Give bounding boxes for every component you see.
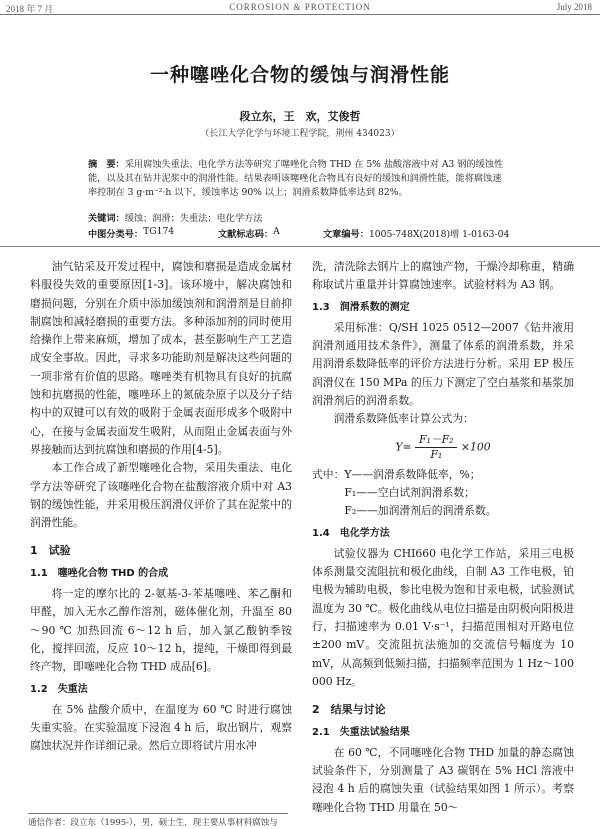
section-heading-1-2: 1.2 失重法 [30, 683, 88, 695]
section-heading-1-3: 1.3 润滑系数的测定 [312, 301, 410, 313]
formula-intro: 润滑系数降低率计算公式为： [333, 412, 474, 426]
cls-value: TG174 [143, 226, 175, 237]
left-column [30, 258, 292, 756]
lubrication-paragraph: 采用标准：Q/SH 1025 0512—2007《钻井液用润滑剂通用技术条件》，测量了体系的润滑系数，并采用润滑系数降低率的评价方法进行分析。采用 EP 极压润滑仪在 150 MPa 的压力下测定了空白基浆和基浆加润滑剂后的润滑系数。 [312, 320, 574, 408]
intro-paragraph-1: 油气钻采及开发过程中，腐蚀和磨损是造成金属材料服役失效的重要原因[1-3]。该环境中，解决腐蚀和磨损问题，分别在介质中添加缓蚀剂和润滑剂是目前抑制腐蚀和减轻磨损的重要方法。多种添加剂的同时使用给操作上带来麻烦，增加了成本，甚至影响生产工艺造成安全事故。因此，寻求多功能助剂是解决这些问题的一项非常有价值的思路。噻唑类有机物具有良好的抗腐蚀和抗磨损的性能，噻唑环上的氮硫杂原子以及分子结构中的双键可以有效的吸附于金属表面形成多个吸附中心，在接与金属表面发生吸附，从而阻止金属表面与外界接触而达到抗腐蚀和磨损的作用[4-5]。 [30, 260, 292, 456]
keywords-text: 缓蚀；润滑；失重法；电化学方法 [124, 213, 263, 224]
formula-lhs: Y= [395, 440, 412, 454]
electrochem-paragraph: 试验仪器为 CHI660 电化学工作站，采用三电极体系测量交流阻抗和极化曲线，自制 A3 工作电极，铂电极为辅助电极，参比电极为饱和甘汞电极，试验测试温度为 30 ℃。极化曲线从电位扫描是由阴极向阳极进行，扫描速率为 0.01 V·s⁻¹，扫描范围相对开路电位 ±200 mV。交流阻抗法施加的交流信号幅度为 10 mV，从高频到低频扫描，扫描频率范围为 1 Hz～100 000 Hz。 [312, 546, 574, 688]
formula-rhs: ×100 [460, 440, 491, 454]
doc-code-value: A [273, 226, 280, 237]
affiliation: （长江大学化学与环境工程学院，荆州 434023） [200, 129, 400, 139]
running-header [0, 0, 600, 15]
abstract-divider [0, 246, 600, 247]
abstract-text: 采用腐蚀失重法、电化学方法等研究了噻唑化合物 THD 在 5% 盐酸溶液中对 A3 钢的缓蚀性能，以及其在钻井泥浆中的润滑性能。结果表明该噻唑化合物具有良好的缓蚀和润滑性能，能将腐蚀速率控制在 3 g·m⁻²·h 以下，缓蚀率达 90% 以上；润滑系数降低率达到 82%。 [88, 159, 504, 198]
intro-paragraph-2: 本工作合成了新型噻唑化合物，采用失重法、电化学方法等研究了该噻唑化合物在盐酸溶液介质中对 A3 钢的缓蚀性能，并采用极压润滑仪评价了其在泥浆中的润滑性能。 [30, 461, 292, 530]
header-date: 2018 年 7 月 [6, 4, 54, 14]
section-heading-1-1: 1.1 噻唑化合物 THD 的合成 [30, 567, 169, 579]
keywords [88, 210, 263, 224]
formula-fraction [415, 433, 457, 462]
continued-paragraph: 洗，清洗除去钢片上的腐蚀产物，干燥冷却称重，精确称取试片重量并计算腐蚀速率。试验材料为 A3 钢。 [312, 260, 574, 292]
header-journal: CORROSION & PROTECTION [229, 2, 371, 12]
formula-denominator: F₁ [430, 447, 443, 461]
formula-numerator: F₁－F₂ [415, 433, 457, 448]
weight-loss-paragraph: 在 5% 盐酸介质中，在温度为 60 ℃ 时进行腐蚀失重实验。在实验温度下浸泡 4 h 后，取出钢片，观察腐蚀状况并作详细记录。然后立即将试片用水冲 [30, 702, 292, 753]
formula [312, 433, 574, 462]
section-heading-2-1: 2.1 失重法试验结果 [312, 726, 410, 738]
where-line-2: F₁——空白试剂润滑系数； [344, 485, 475, 499]
synthesis-paragraph: 将一定的摩尔比的 2-氨基-3-苯基噻唑、苯乙酮和甲醛，加入无水乙醇作溶剂，磁体催化剂，升温至 80～90 ℃ 加热回流 6～12 h 后，加入氯乙酸钠季铵化，搅拌回流，反应 10～12 h，提纯，干燥即得到最终产物，即噻唑化合物 THD 成品[6]。 [30, 587, 292, 674]
section-heading-2: 2 结果与讨论 [312, 703, 386, 717]
where-line-3: F₂——加润滑剂后的润滑系数。 [344, 504, 497, 518]
cls-label: 中图分类号： [88, 229, 144, 240]
article-id-label: 文章编号： [323, 229, 369, 240]
results-paragraph: 在 60 ℃，不同噻唑化合物 THD 加量的静态腐蚀试验条件下，分别测量了 A3 碳钢在 5% HCl 溶液中浸泡 4 h 后的腐蚀失重（试验结果如图 1 所示）。考察噻唑化合物 THD 用量在 50～ [312, 745, 574, 814]
where-line-1: 式中：Y——润滑系数降低率，%； [312, 467, 481, 481]
abstract-label: 摘 要： [88, 159, 125, 170]
header-date-en: July 2018 [556, 2, 592, 12]
article-id-value: 1005-748X(2018)增 1-0163-04 [368, 229, 510, 240]
abstract [88, 158, 508, 200]
paper-title: 一种噻唑化合物的缓蚀与润滑性能 [149, 64, 450, 86]
right-column [312, 258, 574, 817]
keywords-label: 关键词： [88, 213, 125, 224]
authors: 段立东，王 欢，艾俊哲 [239, 110, 361, 123]
doc-code-label: 文献标志码： [218, 229, 274, 240]
footnote: 通信作者：段立东（1995-），男，硕士生，现主要从事材料腐蚀与 [28, 813, 288, 828]
section-heading-1-4: 1.4 电化学方法 [312, 527, 390, 539]
section-heading-1: 1 试验 [30, 544, 71, 558]
